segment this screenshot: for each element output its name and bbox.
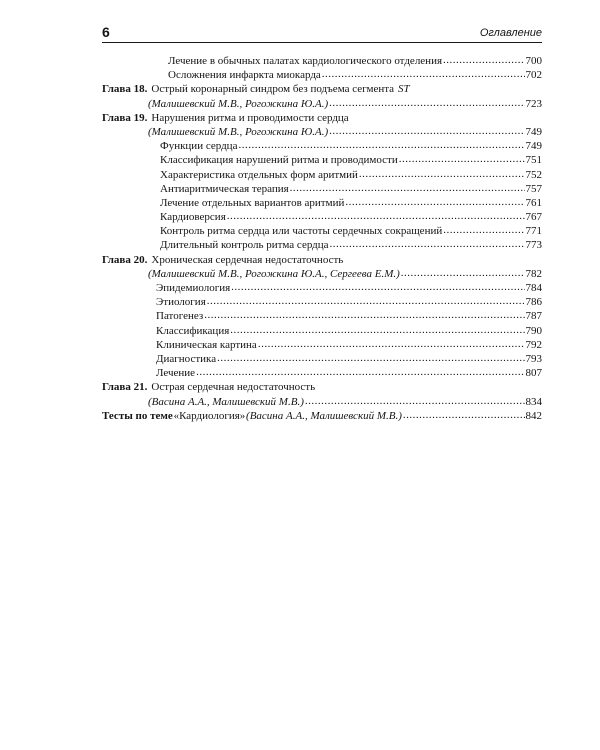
toc-entry[interactable] <box>102 238 542 252</box>
chapter-title: Нарушения ритма и проводимости сердца <box>151 111 349 124</box>
entry-title: Диагностика <box>156 352 217 365</box>
toc-entry[interactable] <box>102 139 542 153</box>
page-header <box>102 24 542 43</box>
toc-entry[interactable] <box>102 68 542 82</box>
entry-page: 752 <box>525 168 542 181</box>
chapter-heading[interactable] <box>102 111 542 125</box>
dot-leader <box>258 337 525 351</box>
entry-page: 784 <box>525 282 542 294</box>
toc-entry[interactable] <box>102 324 542 338</box>
dot-leader <box>403 408 525 422</box>
chapter-title: Острая сердечная недостаточность <box>151 381 316 394</box>
entry-title: Лечение <box>156 367 196 380</box>
table-of-contents <box>102 54 542 423</box>
dot-leader <box>399 152 525 166</box>
entry-title: Лечение отдельных вариантов аритмий <box>160 196 345 209</box>
dot-leader <box>330 237 525 251</box>
entry-page: 761 <box>525 196 542 209</box>
dot-leader <box>359 167 525 181</box>
chapter-number: Глава 21. <box>102 381 148 394</box>
authors: (Малишевский М.В., Рогожкина Ю.А., Сергеева Е.М.) <box>148 267 400 280</box>
toc-entry[interactable] <box>102 182 542 196</box>
chapter-title-st: ST <box>398 83 410 96</box>
dot-leader <box>401 266 525 280</box>
dot-leader <box>217 351 524 365</box>
entry-page: 767 <box>525 211 542 224</box>
dot-leader <box>207 294 525 308</box>
toc-entry[interactable] <box>102 352 542 366</box>
entry-page: 749 <box>525 140 542 153</box>
dot-leader <box>322 67 525 81</box>
dot-leader <box>196 365 524 379</box>
chapter-title: Острый коронарный синдром без подъема сегмента <box>151 83 395 96</box>
dot-leader <box>290 181 525 195</box>
entry-title: Патогенез <box>156 310 204 323</box>
chapter-heading[interactable] <box>102 380 542 394</box>
entry-page: 749 <box>525 125 542 138</box>
dot-leader <box>231 280 524 294</box>
entry-page: 842 <box>525 409 542 422</box>
dot-leader <box>443 223 524 237</box>
toc-entry[interactable] <box>102 295 542 309</box>
chapter-authors[interactable] <box>102 97 542 111</box>
running-title: Оглавление <box>479 27 542 39</box>
entry-page: 771 <box>525 225 542 238</box>
entry-page: 793 <box>525 352 542 365</box>
dot-leader <box>227 209 525 223</box>
entry-page: 773 <box>525 239 542 252</box>
chapter-authors[interactable] <box>102 395 542 409</box>
entry-title: Этиология <box>156 296 206 309</box>
dot-leader <box>345 195 524 209</box>
tests-label: Тесты по теме <box>102 409 173 422</box>
entry-title: Классификация <box>156 324 230 337</box>
entry-title: Длительный контроль ритма сердца <box>160 239 329 252</box>
dot-leader <box>238 138 524 152</box>
toc-entry[interactable] <box>102 153 542 167</box>
toc-entry[interactable] <box>102 210 542 224</box>
toc-entry[interactable] <box>102 338 542 352</box>
dot-leader <box>305 394 525 408</box>
entry-title: Классификация нарушений ритма и проводимости <box>160 154 398 167</box>
toc-entry[interactable] <box>102 281 542 295</box>
toc-entry[interactable] <box>102 54 542 68</box>
dot-leader <box>230 323 524 337</box>
authors: (Малишевский М.В., Рогожкина Ю.А.) <box>148 97 329 110</box>
entry-title: Лечение в обычных палатах кардиологического отделения <box>168 55 443 67</box>
entry-page: 807 <box>525 367 542 380</box>
entry-page: 700 <box>525 55 542 67</box>
chapter-heading[interactable] <box>102 82 542 96</box>
dot-leader <box>204 308 524 322</box>
authors: (Малишевский М.В., Рогожкина Ю.А.) <box>148 125 329 138</box>
entry-page: 723 <box>525 97 542 110</box>
entry-page: 782 <box>525 267 542 280</box>
entry-title: Функции сердца <box>160 140 238 153</box>
toc-entry[interactable] <box>102 168 542 182</box>
entry-title: Осложнения инфаркта миокарда <box>168 69 321 82</box>
entry-page: 786 <box>525 296 542 309</box>
authors: (Васина А.А., Малишевский М.В.) <box>246 409 402 422</box>
authors: (Васина А.А., Малишевский М.В.) <box>148 395 304 408</box>
tests-title: «Кардиология» <box>173 409 246 422</box>
chapter-number: Глава 20. <box>102 253 148 266</box>
chapter-number: Глава 19. <box>102 111 148 124</box>
entry-page: 787 <box>525 310 542 323</box>
toc-entry[interactable] <box>102 196 542 210</box>
entry-page: 702 <box>525 69 542 82</box>
chapter-number: Глава 18. <box>102 83 148 96</box>
entry-title: Антиаритмическая терапия <box>160 182 289 195</box>
entry-page: 751 <box>525 154 542 167</box>
chapter-authors[interactable] <box>102 267 542 281</box>
toc-entry[interactable] <box>102 366 542 380</box>
page-number: 6 <box>102 24 110 40</box>
entry-page: 792 <box>525 338 542 351</box>
tests-entry[interactable] <box>102 409 542 423</box>
toc-entry[interactable] <box>102 224 542 238</box>
entry-title: Характеристика отдельных форм аритмий <box>160 168 358 181</box>
toc-entry[interactable] <box>102 309 542 323</box>
dot-leader <box>329 124 524 138</box>
entry-page: 757 <box>525 182 542 195</box>
entry-page: 834 <box>525 395 542 408</box>
dot-leader <box>329 96 524 110</box>
chapter-heading[interactable] <box>102 253 542 267</box>
entry-title: Эпидемиология <box>156 282 231 294</box>
chapter-title: Хроническая сердечная недостаточность <box>151 253 344 266</box>
dot-leader <box>443 53 524 67</box>
entry-page: 790 <box>525 324 542 337</box>
entry-title: Контроль ритма сердца или частоты сердечных сокращений <box>160 225 443 238</box>
entry-title: Кардиоверсия <box>160 211 226 224</box>
chapter-authors[interactable] <box>102 125 542 139</box>
entry-title: Клиническая картина <box>156 338 257 351</box>
